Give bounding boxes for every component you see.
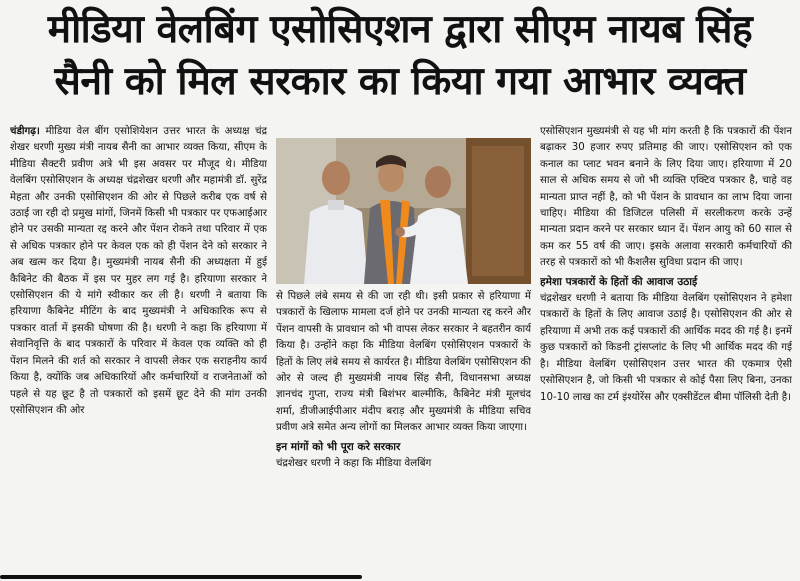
column-3-text: एसोसिएशन मुख्यमंत्री से यह भी मांग करती है कि पत्रकारों की पेंशन बढ़ाकर 30 हजार रुपए प्रतिमाह की जाए। एसोसिएशन को एक कनाल का प्लाट भवन बनाने के लिए दिया जाए। हरियाणा में 20 साल से अधिक समय से जो भी व्यक्ति एक्टिव पत्रकार है, चाहे वह मान्यता प्राप्त नहीं है, को भी पेंशन के प्रावधान का लाभ दिया जाना चाहिए। मीडिया की डिजिटल पलिसी में सरलीकरण करके उन्हें मान्यता प्रदान करने पर सरकार ध्यान दें। पेंशन आयु को 60 साल से कम कर 55 वर्ष की जाए। इसके अलावा सरकारी कर्मचारियों की तरह से पत्रकारों को भी कैशलैस सुविधा प्रदान की जाए। (540, 126, 792, 269)
column-2-text: से पिछले लंबे समय से की जा रही थी। इसी प्रकार से हरियाणा में पत्रकारों के खिलाफ मामला दर्ज होने पर उनकी मान्यता रद्द करने और पेंशन वापसी के प्रावधान को भी वापस लेकर सरकार ने बहतरीन कार्य किया है। उन्होंने कहा कि मीडिया वेलबिंग एसोसिएशन पत्रकारों के हितों के लिए लंबे समय से कार्यरत है। मीडिया वेलबिंग एसोसिएशन की ओर से जल्द ही मुख्यमंत्री नायब सिंह सैनी, विधानसभा अध्यक्ष ज्ञानचंद गुप्ता, राज्य मंत्री बिशंभर बाल्मीकि, कैबिनेट मंत्री मूलचंद शर्मा, डीजीआईपीआर मंदीप बराड़ और मुख्यमंत्री के मीडिया सचिव प्रवीण अत्रे समेत अन्य लोगों का मिलकर आभार व्यक्त किया जाएगा। (276, 291, 531, 434)
article-column-3 (540, 124, 792, 578)
column-1-text: मीडिया वेल बींग एसोशियेशन उत्तर भारत के अध्यक्ष चंद्र शेखर धरणी मुख्य मंत्री नायब सैनी का आभार व्यक्त किया, सीएम के मीडिया सैक्टरी प्रवीण अत्रे भी इस अवसर पर मौजूद थे। मीडिया वेलबिंग एसोसिएशन के अध्यक्ष चंद्रशेखर धरणी और महामंत्री डॉ. सुरेंद्र मेहता और उनकी एसोसिएशन की ओर से पिछले करीब एक वर्ष से उठाई जा रही दो प्रमुख मांगों, जिनमें किसी भी पत्रकार पर एफआईआर होने पर उसकी मान्यता रद्द करने और पेंशन रोकने तथा परिवार में एक से अधिक पत्रकार होने पर केवल एक को ही पेंशन देने को सरकार ने अब खत्म कर दिया है। मुख्यमंत्री नायब सैनी की अध्यक्षता में हुई कैबिनेट की बैठक में इस पर मुहर लग गई है। हरियाणा सरकार ने एसोसिएशन की ये मांगे स्वीकार कर ली है। धरणी ने बताया कि हरियाणा कैबिनेट मीटिंग के बाद मुख्यमंत्री ने अधिकारिक रूप से पत्रकार वार्ता में इसकी घोषणा की है। धरणी ने कहा कि हरियाणा में सेवानिवृत्ति के बाद पत्रकारों के परिवार में केवल एक व्यक्ति को ही पेंशन मिलने की शर्त को सरकार ने वापसी लेकर एक सराहनीय कार्य किया है, क्योंकि जब अधिकारियों और कर्मचारियों व राजनेताओं को पहले से यह छूट है तो पत्रकारों को इसमें छूट देने की मांग उनकी एसोसिएशन की ओर (10, 126, 267, 416)
subhead-journalist-interests: हमेशा पत्रकारों के हितों की आवाज उठाई (540, 275, 698, 288)
headline-line-1: मीडिया वेलबिंग एसोसिएशन द्वारा सीएम नायब सिंह (47, 7, 753, 52)
dateline: चंडीगढ़। (10, 126, 40, 137)
news-photo (276, 138, 531, 284)
headline (8, 4, 792, 108)
group-photo-image (276, 138, 531, 284)
column-2-text-continued: चंद्रशेखर धरणी ने कहा कि मीडिया वेलबिंग (276, 458, 432, 470)
article-column-1 (10, 124, 267, 578)
subhead-demands: इन मांगों को भी पूरा करे सरकार (276, 440, 401, 453)
home-indicator-bar (0, 575, 362, 579)
headline-line-2: सैनी को मिल सरकार का किया गया आभार व्यक्त (54, 59, 746, 104)
column-3-text-continued: चंद्रशेखर धरणी ने बताया कि मीडिया वेलबिंग एसोसिएशन ने हमेशा पत्रकारों के हितों के लिए आवाज उठाई है। एसोसिएशन की ओर से हरियाणा में अभी तक कई पत्रकारों की आर्थिक मदद की गई है। इनमें कुछ पत्रकारों को किडनी ट्रांसप्लांट के लिए भी आर्थिक मदद की गई है। मीडिया वेलबिंग एसोसिएशन उत्तर भारत की एकमात्र ऐसी एसोसिएशन है, जो किसी भी पत्रकार से कोई पैसा लिए बिना, उनका 10-10 लाख का टर्म इंश्योरेंस और एक्सीडेंटल बीमा पॉलिसी देती है। (540, 293, 792, 403)
article-column-2 (276, 289, 531, 578)
